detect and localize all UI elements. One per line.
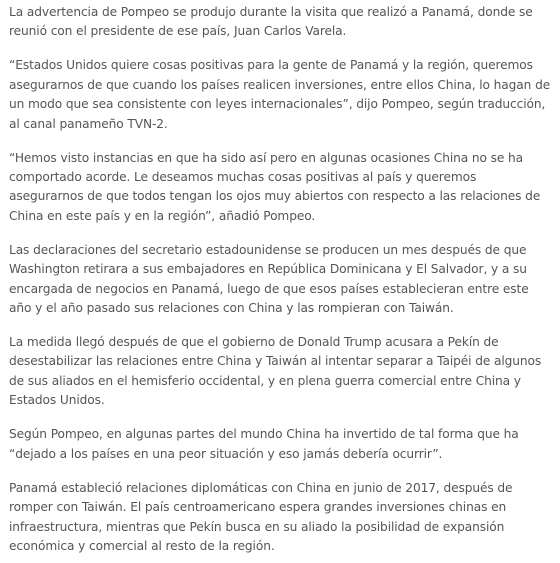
paragraph-ambassadors-recalled: Las declaraciones del secretario estadounidense se producen un mes después de que Washington retirara a sus embajadores en República Dominicana y El Salvador, y a su encargada de negocios en Panamá, luego de que esos países establecieran entre este año y el año pasado sus relaciones con China y las rompieran con Taiwán. [9,242,529,316]
paragraph-panama-relations: Panamá estableció relaciones diplomáticas con China en junio de 2017, después de romper con Taiwán. El país centroamericano espera grandes inversiones chinas en infraestructura, mientras que Pekín busca en su aliado la posibilidad de expansión económica y comercial al resto de la región. [9,480,513,553]
paragraph-trump-accusation: La medida llegó después de que el gobierno de Donald Trump acusara a Pekín de desestabilizar las relaciones entre China y Taiwán al intentar separar a Taipéi de algunos de sus aliados en el hemisferio occidental, y en plena guerra comercial entre China y Estados Unidos. [9,335,542,408]
paragraph-us-statement: “Estados Unidos quiere cosas positivas para la gente de Panamá y la región, queremos asegurarnos de que cuando los países realicen inversiones, entre ellos China, lo hagan de un modo que sea consistente con leyes internacionales”, dijo Pompeo, según traducción, al canal panameño TVN-2. [9,58,551,131]
article-body [0,3,560,556]
paragraph-pompeo-visit: La advertencia de Pompeo se produjo durante la visita que realizó a Panamá, donde se reunió con el presidente de ese país, Juan Carlos Varela. [9,5,533,39]
paragraph-china-investment: Según Pompeo, en algunas partes del mundo China ha invertido de tal forma que ha “dejado a los países en una peor situación y eso jamás debería ocurrir”. [9,427,519,461]
paragraph-china-conduct: “Hemos visto instancias en que ha sido así pero en algunas ocasiones China no se ha comportado acorde. Le deseamos muchas cosas positivas al país y queremos asegurarnos de que todos tengan los ojos muy abiertos con respecto a las relaciones de China en este país y en la región”, añadió Pompeo. [9,150,541,223]
